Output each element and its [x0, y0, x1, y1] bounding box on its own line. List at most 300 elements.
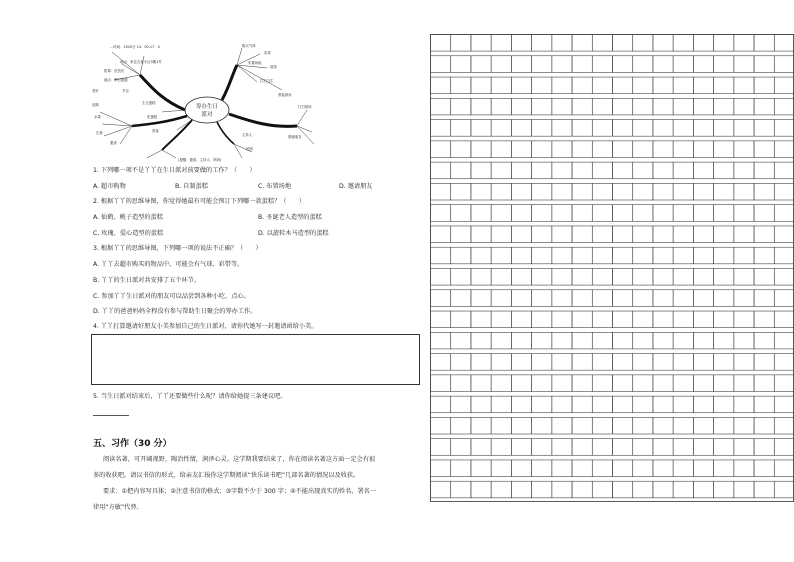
grid-cell[interactable] — [532, 460, 552, 477]
grid-cell[interactable] — [532, 35, 552, 52]
grid-cell[interactable] — [471, 439, 491, 456]
grid-cell[interactable] — [613, 162, 633, 179]
grid-cell[interactable] — [572, 439, 592, 456]
grid-cell[interactable] — [451, 77, 471, 94]
grid-cell[interactable] — [734, 183, 754, 200]
grid-cell[interactable] — [754, 205, 774, 222]
grid-cell[interactable] — [532, 141, 552, 158]
grid-cell[interactable] — [653, 396, 673, 413]
grid-cell[interactable] — [491, 120, 511, 137]
grid-cell[interactable] — [714, 396, 734, 413]
grid-cell[interactable] — [572, 162, 592, 179]
grid-cell[interactable] — [431, 311, 451, 328]
grid-cell[interactable] — [774, 77, 794, 94]
grid-cell[interactable] — [431, 439, 451, 456]
grid-cell[interactable] — [431, 205, 451, 222]
grid-cell[interactable] — [653, 120, 673, 137]
grid-cell[interactable] — [613, 332, 633, 349]
grid-cell[interactable] — [613, 375, 633, 392]
grid-cell[interactable] — [693, 417, 713, 434]
grid-cell[interactable] — [754, 98, 774, 115]
grid-cell[interactable] — [491, 226, 511, 243]
grid-cell[interactable] — [592, 141, 612, 158]
grid-cell[interactable] — [592, 247, 612, 264]
grid-cell[interactable] — [714, 205, 734, 222]
grid-cell[interactable] — [532, 481, 552, 498]
grid-cell[interactable] — [633, 375, 653, 392]
grid-cell[interactable] — [471, 311, 491, 328]
grid-cell[interactable] — [532, 162, 552, 179]
grid-cell[interactable] — [774, 460, 794, 477]
grid-cell[interactable] — [451, 481, 471, 498]
grid-cell[interactable] — [491, 183, 511, 200]
grid-cell[interactable] — [431, 226, 451, 243]
grid-cell[interactable] — [774, 162, 794, 179]
grid-cell[interactable] — [754, 354, 774, 371]
grid-cell[interactable] — [754, 332, 774, 349]
grid-cell[interactable] — [552, 141, 572, 158]
grid-cell[interactable] — [714, 439, 734, 456]
grid-cell[interactable] — [511, 460, 531, 477]
grid-cell[interactable] — [552, 205, 572, 222]
grid-cell[interactable] — [471, 77, 491, 94]
grid-cell[interactable] — [592, 290, 612, 307]
grid-cell[interactable] — [471, 354, 491, 371]
grid-cell[interactable] — [653, 56, 673, 73]
grid-cell[interactable] — [451, 375, 471, 392]
grid-cell[interactable] — [451, 141, 471, 158]
grid-cell[interactable] — [572, 35, 592, 52]
grid-cell[interactable] — [693, 120, 713, 137]
grid-cell[interactable] — [714, 269, 734, 286]
grid-cell[interactable] — [511, 141, 531, 158]
grid-cell[interactable] — [613, 35, 633, 52]
grid-cell[interactable] — [532, 375, 552, 392]
grid-cell[interactable] — [552, 56, 572, 73]
grid-cell[interactable] — [532, 98, 552, 115]
grid-cell[interactable] — [451, 439, 471, 456]
grid-cell[interactable] — [714, 141, 734, 158]
grid-cell[interactable] — [511, 481, 531, 498]
grid-cell[interactable] — [673, 98, 693, 115]
grid-cell[interactable] — [673, 56, 693, 73]
grid-cell[interactable] — [633, 162, 653, 179]
grid-cell[interactable] — [673, 226, 693, 243]
grid-cell[interactable] — [653, 141, 673, 158]
grid-cell[interactable] — [532, 56, 552, 73]
grid-cell[interactable] — [471, 98, 491, 115]
grid-cell[interactable] — [592, 481, 612, 498]
grid-cell[interactable] — [572, 396, 592, 413]
grid-cell[interactable] — [471, 460, 491, 477]
grid-cell[interactable] — [734, 481, 754, 498]
grid-cell[interactable] — [653, 417, 673, 434]
grid-cell[interactable] — [693, 226, 713, 243]
grid-cell[interactable] — [552, 396, 572, 413]
grid-cell[interactable] — [693, 460, 713, 477]
grid-cell[interactable] — [734, 77, 754, 94]
grid-cell[interactable] — [592, 120, 612, 137]
grid-cell[interactable] — [774, 290, 794, 307]
grid-cell[interactable] — [552, 162, 572, 179]
grid-cell[interactable] — [774, 375, 794, 392]
grid-cell[interactable] — [633, 354, 653, 371]
grid-cell[interactable] — [774, 205, 794, 222]
grid-cell[interactable] — [673, 311, 693, 328]
grid-cell[interactable] — [754, 247, 774, 264]
grid-cell[interactable] — [734, 375, 754, 392]
grid-cell[interactable] — [613, 77, 633, 94]
grid-cell[interactable] — [653, 247, 673, 264]
grid-cell[interactable] — [592, 396, 612, 413]
grid-cell[interactable] — [734, 120, 754, 137]
grid-cell[interactable] — [491, 269, 511, 286]
grid-cell[interactable] — [673, 481, 693, 498]
grid-cell[interactable] — [592, 417, 612, 434]
grid-cell[interactable] — [471, 375, 491, 392]
grid-cell[interactable] — [572, 77, 592, 94]
grid-cell[interactable] — [552, 332, 572, 349]
grid-cell[interactable] — [714, 120, 734, 137]
grid-cell[interactable] — [511, 269, 531, 286]
grid-cell[interactable] — [633, 77, 653, 94]
grid-cell[interactable] — [734, 205, 754, 222]
grid-cell[interactable] — [774, 141, 794, 158]
grid-cell[interactable] — [613, 183, 633, 200]
grid-cell[interactable] — [431, 354, 451, 371]
grid-cell[interactable] — [491, 98, 511, 115]
grid-cell[interactable] — [613, 460, 633, 477]
grid-cell[interactable] — [592, 162, 612, 179]
grid-cell[interactable] — [552, 375, 572, 392]
grid-cell[interactable] — [552, 226, 572, 243]
grid-cell[interactable] — [592, 332, 612, 349]
grid-cell[interactable] — [471, 183, 491, 200]
grid-cell[interactable] — [431, 417, 451, 434]
grid-cell[interactable] — [471, 481, 491, 498]
grid-cell[interactable] — [714, 481, 734, 498]
grid-cell[interactable] — [734, 354, 754, 371]
grid-cell[interactable] — [693, 77, 713, 94]
grid-cell[interactable] — [451, 460, 471, 477]
grid-cell[interactable] — [754, 120, 774, 137]
grid-cell[interactable] — [693, 183, 713, 200]
grid-cell[interactable] — [613, 226, 633, 243]
grid-cell[interactable] — [774, 481, 794, 498]
grid-cell[interactable] — [491, 141, 511, 158]
grid-cell[interactable] — [633, 439, 653, 456]
grid-cell[interactable] — [572, 269, 592, 286]
grid-cell[interactable] — [633, 56, 653, 73]
grid-cell[interactable] — [673, 247, 693, 264]
grid-cell[interactable] — [451, 247, 471, 264]
grid-cell[interactable] — [714, 77, 734, 94]
grid-cell[interactable] — [734, 269, 754, 286]
grid-cell[interactable] — [471, 205, 491, 222]
grid-cell[interactable] — [451, 183, 471, 200]
grid-cell[interactable] — [673, 375, 693, 392]
grid-cell[interactable] — [613, 141, 633, 158]
grid-cell[interactable] — [511, 247, 531, 264]
grid-cell[interactable] — [693, 290, 713, 307]
grid-cell[interactable] — [552, 247, 572, 264]
grid-cell[interactable] — [511, 332, 531, 349]
grid-cell[interactable] — [754, 417, 774, 434]
grid-cell[interactable] — [714, 460, 734, 477]
grid-cell[interactable] — [734, 290, 754, 307]
grid-cell[interactable] — [511, 77, 531, 94]
grid-cell[interactable] — [653, 205, 673, 222]
grid-cell[interactable] — [613, 120, 633, 137]
grid-cell[interactable] — [511, 439, 531, 456]
grid-cell[interactable] — [592, 56, 612, 73]
grid-cell[interactable] — [592, 460, 612, 477]
grid-cell[interactable] — [754, 141, 774, 158]
grid-cell[interactable] — [673, 183, 693, 200]
grid-cell[interactable] — [673, 417, 693, 434]
grid-cell[interactable] — [451, 226, 471, 243]
grid-cell[interactable] — [491, 311, 511, 328]
grid-cell[interactable] — [572, 56, 592, 73]
grid-cell[interactable] — [673, 439, 693, 456]
grid-cell[interactable] — [734, 141, 754, 158]
grid-cell[interactable] — [754, 396, 774, 413]
grid-cell[interactable] — [754, 375, 774, 392]
grid-cell[interactable] — [451, 332, 471, 349]
grid-cell[interactable] — [592, 269, 612, 286]
grid-cell[interactable] — [592, 354, 612, 371]
grid-cell[interactable] — [572, 98, 592, 115]
grid-cell[interactable] — [511, 98, 531, 115]
grid-cell[interactable] — [592, 311, 612, 328]
grid-cell[interactable] — [633, 481, 653, 498]
grid-cell[interactable] — [754, 439, 774, 456]
grid-cell[interactable] — [491, 290, 511, 307]
grid-cell[interactable] — [511, 417, 531, 434]
grid-cell[interactable] — [633, 226, 653, 243]
grid-cell[interactable] — [633, 396, 653, 413]
grid-cell[interactable] — [431, 460, 451, 477]
grid-cell[interactable] — [774, 354, 794, 371]
grid-cell[interactable] — [613, 290, 633, 307]
grid-cell[interactable] — [613, 311, 633, 328]
composition-grid[interactable] — [430, 34, 794, 502]
grid-cell[interactable] — [471, 226, 491, 243]
grid-cell[interactable] — [552, 35, 572, 52]
grid-cell[interactable] — [592, 35, 612, 52]
grid-cell[interactable] — [431, 290, 451, 307]
grid-cell[interactable] — [511, 375, 531, 392]
grid-cell[interactable] — [491, 205, 511, 222]
grid-cell[interactable] — [451, 354, 471, 371]
grid-cell[interactable] — [693, 205, 713, 222]
grid-cell[interactable] — [774, 247, 794, 264]
grid-cell[interactable] — [734, 162, 754, 179]
grid-cell[interactable] — [653, 311, 673, 328]
grid-cell[interactable] — [613, 417, 633, 434]
grid-cell[interactable] — [431, 183, 451, 200]
grid-cell[interactable] — [673, 290, 693, 307]
grid-cell[interactable] — [714, 98, 734, 115]
grid-cell[interactable] — [774, 269, 794, 286]
grid-cell[interactable] — [431, 35, 451, 52]
grid-cell[interactable] — [572, 290, 592, 307]
grid-cell[interactable] — [633, 460, 653, 477]
grid-cell[interactable] — [714, 226, 734, 243]
grid-cell[interactable] — [552, 311, 572, 328]
grid-cell[interactable] — [693, 375, 713, 392]
grid-cell[interactable] — [693, 396, 713, 413]
grid-cell[interactable] — [693, 439, 713, 456]
grid-cell[interactable] — [653, 290, 673, 307]
grid-cell[interactable] — [431, 481, 451, 498]
grid-cell[interactable] — [693, 56, 713, 73]
grid-cell[interactable] — [774, 226, 794, 243]
grid-cell[interactable] — [734, 439, 754, 456]
grid-cell[interactable] — [451, 120, 471, 137]
grid-cell[interactable] — [431, 141, 451, 158]
grid-cell[interactable] — [633, 35, 653, 52]
grid-cell[interactable] — [633, 205, 653, 222]
grid-cell[interactable] — [693, 269, 713, 286]
grid-cell[interactable] — [511, 226, 531, 243]
grid-cell[interactable] — [451, 205, 471, 222]
grid-cell[interactable] — [532, 354, 552, 371]
grid-cell[interactable] — [451, 269, 471, 286]
grid-cell[interactable] — [431, 396, 451, 413]
grid-cell[interactable] — [613, 247, 633, 264]
grid-cell[interactable] — [633, 311, 653, 328]
grid-cell[interactable] — [511, 35, 531, 52]
grid-cell[interactable] — [673, 205, 693, 222]
grid-cell[interactable] — [572, 417, 592, 434]
grid-cell[interactable] — [774, 120, 794, 137]
grid-cell[interactable] — [633, 141, 653, 158]
grid-cell[interactable] — [633, 332, 653, 349]
grid-cell[interactable] — [633, 247, 653, 264]
grid-cell[interactable] — [673, 120, 693, 137]
grid-cell[interactable] — [471, 120, 491, 137]
grid-cell[interactable] — [471, 290, 491, 307]
grid-cell[interactable] — [734, 460, 754, 477]
grid-cell[interactable] — [714, 311, 734, 328]
grid-cell[interactable] — [714, 247, 734, 264]
grid-cell[interactable] — [592, 226, 612, 243]
grid-cell[interactable] — [511, 311, 531, 328]
grid-cell[interactable] — [714, 162, 734, 179]
grid-cell[interactable] — [734, 56, 754, 73]
grid-cell[interactable] — [511, 205, 531, 222]
grid-cell[interactable] — [754, 460, 774, 477]
grid-cell[interactable] — [633, 120, 653, 137]
grid-cell[interactable] — [491, 481, 511, 498]
grid-cell[interactable] — [451, 35, 471, 52]
grid-cell[interactable] — [734, 396, 754, 413]
grid-cell[interactable] — [653, 481, 673, 498]
grid-cell[interactable] — [633, 417, 653, 434]
grid-cell[interactable] — [693, 35, 713, 52]
grid-cell[interactable] — [613, 396, 633, 413]
grid-cell[interactable] — [673, 269, 693, 286]
grid-cell[interactable] — [491, 375, 511, 392]
grid-cell[interactable] — [491, 417, 511, 434]
grid-cell[interactable] — [552, 417, 572, 434]
grid-cell[interactable] — [552, 290, 572, 307]
grid-cell[interactable] — [653, 162, 673, 179]
grid-cell[interactable] — [673, 354, 693, 371]
grid-cell[interactable] — [511, 120, 531, 137]
grid-cell[interactable] — [572, 205, 592, 222]
grid-cell[interactable] — [734, 332, 754, 349]
grid-cell[interactable] — [592, 77, 612, 94]
grid-cell[interactable] — [431, 269, 451, 286]
grid-cell[interactable] — [774, 98, 794, 115]
grid-cell[interactable] — [653, 183, 673, 200]
grid-cell[interactable] — [532, 311, 552, 328]
grid-cell[interactable] — [511, 396, 531, 413]
grid-cell[interactable] — [572, 183, 592, 200]
grid-cell[interactable] — [714, 354, 734, 371]
grid-cell[interactable] — [431, 120, 451, 137]
grid-cell[interactable] — [511, 354, 531, 371]
grid-cell[interactable] — [532, 226, 552, 243]
grid-cell[interactable] — [693, 98, 713, 115]
grid-cell[interactable] — [673, 77, 693, 94]
grid-cell[interactable] — [532, 269, 552, 286]
grid-cell[interactable] — [734, 247, 754, 264]
grid-cell[interactable] — [471, 162, 491, 179]
grid-cell[interactable] — [754, 183, 774, 200]
grid-cell[interactable] — [754, 35, 774, 52]
grid-cell[interactable] — [552, 460, 572, 477]
grid-cell[interactable] — [754, 481, 774, 498]
grid-cell[interactable] — [491, 56, 511, 73]
grid-cell[interactable] — [491, 332, 511, 349]
grid-cell[interactable] — [572, 354, 592, 371]
grid-cell[interactable] — [613, 439, 633, 456]
grid-cell[interactable] — [471, 417, 491, 434]
grid-cell[interactable] — [774, 439, 794, 456]
grid-cell[interactable] — [451, 417, 471, 434]
grid-cell[interactable] — [471, 332, 491, 349]
grid-cell[interactable] — [673, 460, 693, 477]
grid-cell[interactable] — [491, 396, 511, 413]
grid-cell[interactable] — [431, 56, 451, 73]
grid-cell[interactable] — [552, 183, 572, 200]
grid-cell[interactable] — [451, 311, 471, 328]
q5-answer-line[interactable] — [93, 415, 129, 416]
grid-cell[interactable] — [592, 439, 612, 456]
grid-cell[interactable] — [734, 226, 754, 243]
grid-cell[interactable] — [592, 98, 612, 115]
grid-cell[interactable] — [431, 332, 451, 349]
grid-cell[interactable] — [532, 290, 552, 307]
grid-cell[interactable] — [532, 205, 552, 222]
grid-cell[interactable] — [613, 269, 633, 286]
grid-cell[interactable] — [613, 56, 633, 73]
grid-cell[interactable] — [653, 332, 673, 349]
grid-cell[interactable] — [592, 183, 612, 200]
grid-cell[interactable] — [653, 460, 673, 477]
grid-cell[interactable] — [491, 35, 511, 52]
grid-cell[interactable] — [734, 311, 754, 328]
grid-cell[interactable] — [693, 162, 713, 179]
grid-cell[interactable] — [552, 439, 572, 456]
grid-cell[interactable] — [693, 311, 713, 328]
grid-cell[interactable] — [552, 120, 572, 137]
grid-cell[interactable] — [511, 56, 531, 73]
grid-cell[interactable] — [653, 35, 673, 52]
